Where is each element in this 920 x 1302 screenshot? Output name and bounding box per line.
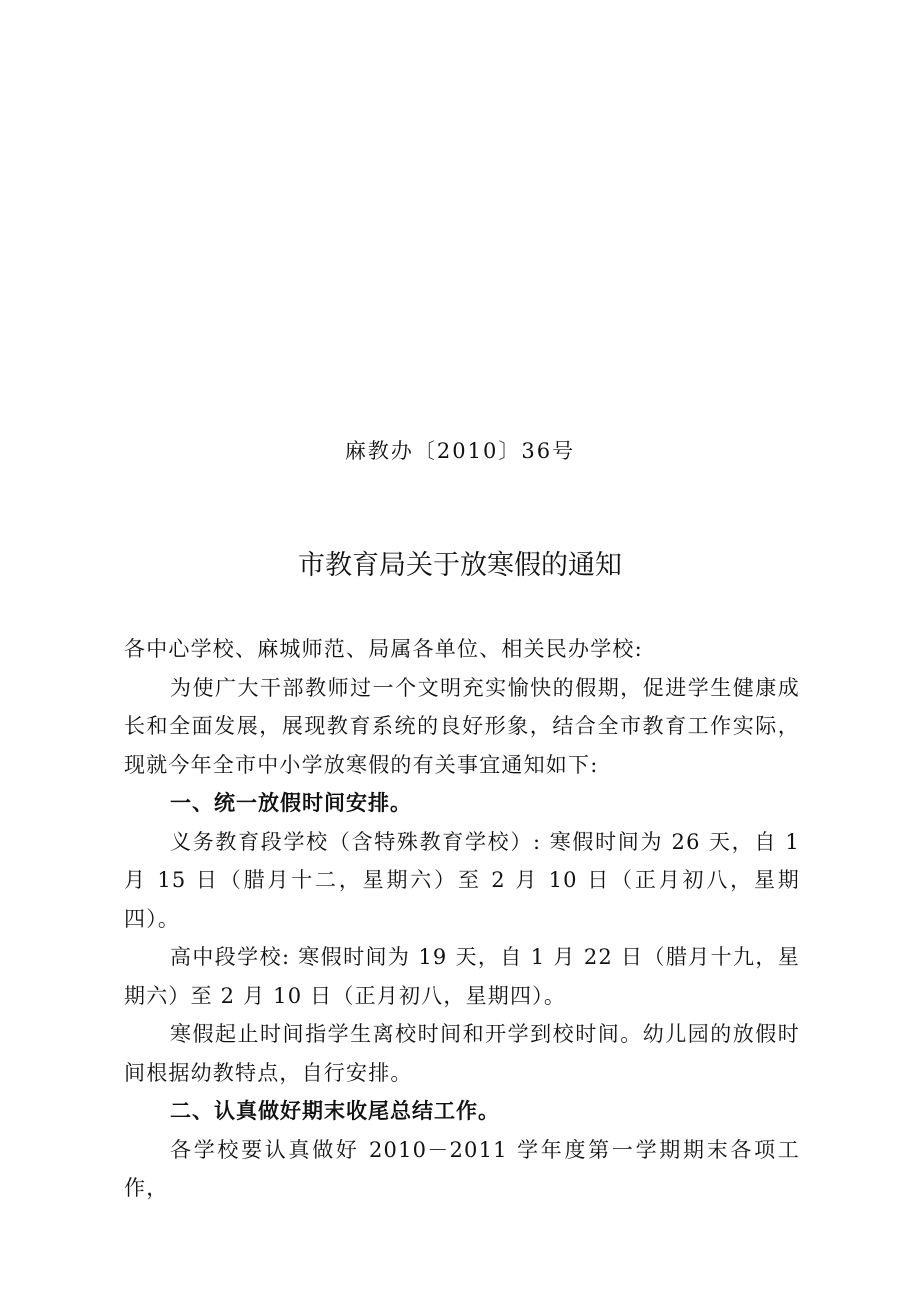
document-title: 市教育局关于放寒假的通知 bbox=[298, 550, 622, 581]
compulsory-schedule-paragraph: 义务教育段学校（含特殊教育学校）: 寒假时间为 26 天，自 1 月 15 日（腊月十二，星期六）至 2 月 10 日（正月初八，星期四）。 bbox=[124, 829, 800, 931]
term-end-paragraph: 各学校要认真做好 2010－2011 学年度第一学期期末各项工作， bbox=[124, 1137, 800, 1200]
holiday-definition-paragraph: 寒假起止时间指学生离校时间和开学到校时间。幼儿园的放假时间根据幼教特点，自行安排。 bbox=[124, 1022, 800, 1085]
section-heading-2: 二、认真做好期末收尾总结工作。 bbox=[170, 1099, 500, 1123]
salutation: 各中心学校、麻城师范、局属各单位、相关民办学校: bbox=[124, 637, 643, 661]
high-school-schedule-paragraph: 高中段学校: 寒假时间为 19 天，自 1 月 22 日（腊月十九，星期六）至 2 月 10 日（正月初八，星期四）。 bbox=[124, 945, 800, 1008]
section-heading-1: 一、统一放假时间安排。 bbox=[170, 791, 412, 815]
document-number: 麻教办〔2010〕36号 bbox=[344, 439, 576, 463]
intro-paragraph: 为使广大干部教师过一个文明充实愉快的假期，促进学生健康成长和全面发展，展现教育系统的良好形象，结合全市教育工作实际，现就今年全市中小学放寒假的有关事宜通知如下: bbox=[124, 675, 800, 777]
document-body bbox=[124, 630, 800, 1208]
